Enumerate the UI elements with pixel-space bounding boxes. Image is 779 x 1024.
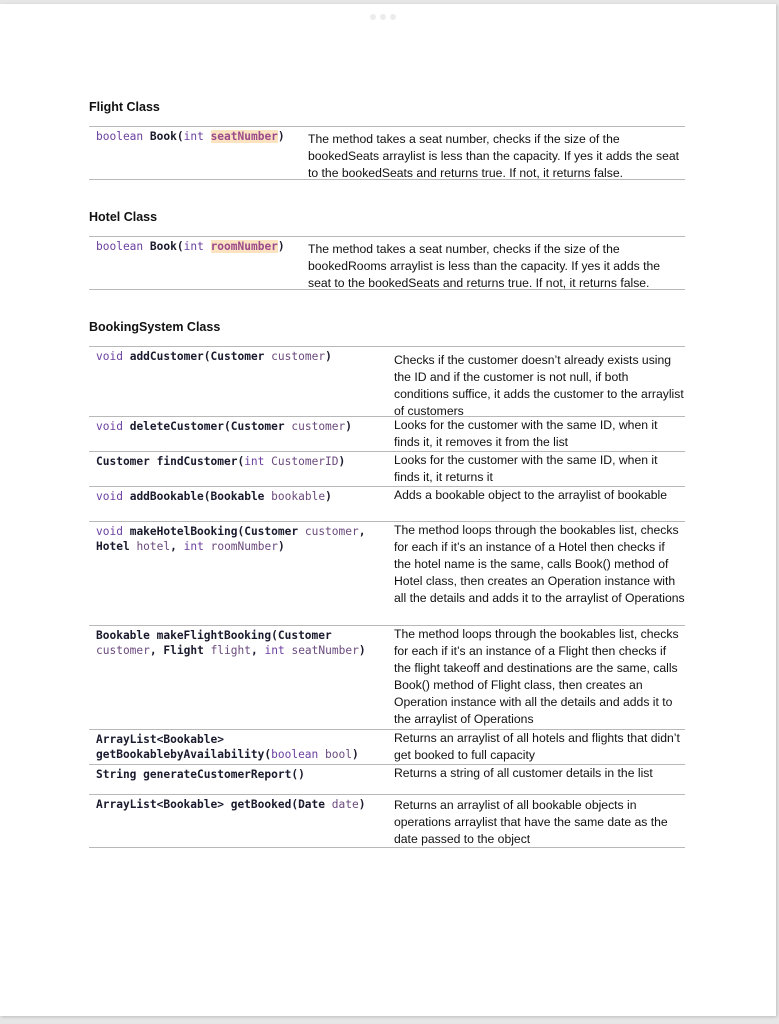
method-description: Checks if the customer doesn’t already exists using the ID and if the customer is not null, if both conditions suffice, it adds the customer to the arraylist of customers xyxy=(394,353,684,418)
table-row xyxy=(89,347,685,417)
method-signature: Customer findCustomer(int CustomerID) xyxy=(96,455,346,468)
table-row xyxy=(89,452,685,487)
hotel-class-table xyxy=(89,236,685,290)
method-signature: boolean Book(int seatNumber) xyxy=(96,130,285,143)
method-description: The method takes a seat number, checks if the size of the bookedRooms arraylist is less than the capacity. If yes it adds the seat to the bookedSeats and returns true. If not, it returns false. xyxy=(308,242,661,290)
method-description: The method loops through the bookables list, checks for each if it’s an instance of a Hotel then checks if the hotel name is the same, calls Book() method of Hotel class, then creates an Operation instance with all the details and adds it to the arraylist of Operations xyxy=(394,523,685,605)
hotel-class-title: Hotel Class xyxy=(89,210,158,224)
table-row xyxy=(89,730,685,765)
method-signature: ArrayList<Bookable> getBooked(Date date) xyxy=(96,798,366,811)
method-description: Looks for the customer with the same ID, when it finds it, it returns it xyxy=(394,453,658,484)
method-signature: void deleteCustomer(Customer customer) xyxy=(96,420,353,433)
method-signature: String generateCustomerReport() xyxy=(96,768,305,781)
table-row xyxy=(89,522,685,626)
table-row xyxy=(89,417,685,452)
method-signature: void makeHotelBooking(Customer customer, Hotel hotel, int roomNumber) xyxy=(96,525,366,553)
method-description: Adds a bookable object to the arraylist of bookable xyxy=(394,488,668,502)
table-row xyxy=(89,487,685,522)
method-description: The method takes a seat number, checks if the size of the bookedSeats arraylist is less than the capacity. If yes it adds the seat to the bookedSeats and returns true. If not, it returns false. xyxy=(308,132,680,180)
table-row xyxy=(89,765,685,795)
method-signature: ArrayList<Bookable> getBookablebyAvailability(boolean bool) xyxy=(96,733,359,761)
flight-class-title: Flight Class xyxy=(89,100,160,114)
method-description: Returns an arraylist of all hotels and flights that didn’t get booked to full capacity xyxy=(394,731,680,762)
method-signature: Bookable makeFlightBooking(Customer customer, Flight flight, int seatNumber) xyxy=(96,629,366,657)
page-indicator xyxy=(370,14,410,24)
table-row xyxy=(89,127,685,180)
table-row xyxy=(89,237,685,290)
table-row xyxy=(89,626,685,730)
method-signature: void addBookable(Bookable bookable) xyxy=(96,490,332,503)
document-page xyxy=(0,4,776,1016)
booking-system-table xyxy=(89,346,685,848)
method-signature: void addCustomer(Customer customer) xyxy=(96,350,332,363)
method-description: Looks for the customer with the same ID, when it finds it, it removes it from the list xyxy=(394,418,658,449)
booking-system-class-title: BookingSystem Class xyxy=(89,320,221,334)
method-signature: boolean Book(int roomNumber) xyxy=(96,240,285,253)
method-description: The method loops through the bookables list, checks for each if it’s an instance of a Flight then checks if the flight takeoff and destinations are the same, calls Book() method of Flight class, then creates an Operation instance with all the details and adds it to the arraylist of Operations xyxy=(394,627,679,726)
flight-class-table xyxy=(89,126,685,180)
method-description: Returns an arraylist of all bookable objects in operations arraylist that have the same date as the date passed to the object xyxy=(394,798,668,846)
method-description: Returns a string of all customer details in the list xyxy=(394,766,653,780)
table-row xyxy=(89,795,685,848)
